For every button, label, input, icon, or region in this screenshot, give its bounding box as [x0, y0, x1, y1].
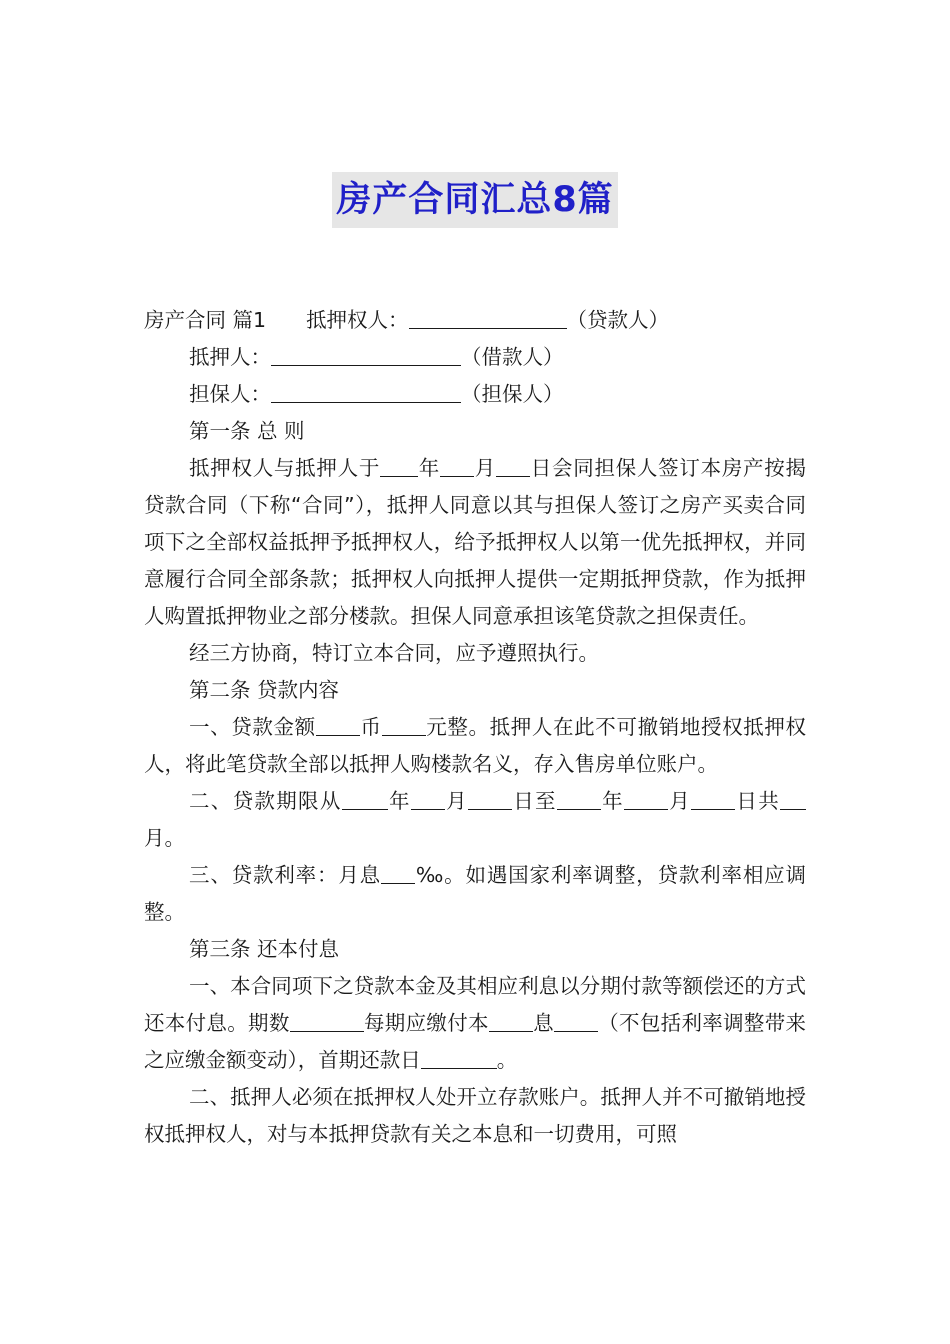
- end-day-blank: [691, 787, 735, 810]
- installments-blank: [290, 1009, 364, 1032]
- text-run: 一、本合同项下之贷款本金及其相应利息以分期付款等额偿还的方式还本付息。期数: [144, 974, 806, 1035]
- section-1-heading: 第一条 总 则: [189, 419, 305, 443]
- text-run: 年: [600, 789, 624, 813]
- mortgagee-line: [144, 302, 806, 339]
- text-run: 元整。抵押人在此不可撤销地授权抵押权人，将此笔贷款全部以抵押人购楼款名义，存入售房单位账户。: [144, 715, 807, 776]
- section-2-paragraph-1: [144, 709, 806, 783]
- contract-body: [144, 302, 806, 1153]
- mortgagee-role: （贷款人）: [566, 308, 670, 332]
- section-3-paragraph-2: 二、抵押人必须在抵押权人处开立存款账户。抵押人并不可撤销地授权抵押权人，对与本抵押贷款有关之本息和一切费用，可照: [144, 1085, 806, 1146]
- end-month-blank: [624, 787, 668, 810]
- document-title-text: 房产合同汇总8篇: [332, 172, 617, 228]
- mortgagee-label: 抵押权人：: [306, 308, 409, 332]
- text-run: 二、贷款期限从: [189, 789, 342, 813]
- mortgagor-role: （借款人）: [461, 345, 564, 369]
- section-3-paragraph-1: [144, 968, 806, 1079]
- mortgagor-label: 抵押人：: [189, 345, 271, 369]
- text-run: 一、贷款金额: [189, 715, 316, 739]
- end-year-blank: [557, 787, 601, 810]
- amount-blank: [316, 713, 360, 736]
- mortgagor-line: [144, 339, 806, 376]
- text-run: 年: [418, 456, 441, 480]
- mortgagee-blank: [409, 306, 567, 329]
- section-1-paragraph-2: 经三方协商，特订立本合同，应予遵照执行。: [189, 641, 599, 665]
- text-run: 日共: [735, 789, 781, 813]
- text-run: 月: [474, 456, 497, 480]
- start-month-blank: [411, 787, 445, 810]
- text-run: 。: [496, 1048, 518, 1072]
- month-blank: [440, 454, 474, 477]
- day-blank: [496, 454, 530, 477]
- text-run: 抵押权人与抵押人于: [189, 456, 381, 480]
- text-run: 每期应缴付本: [363, 1011, 489, 1035]
- guarantor-line: [144, 376, 806, 413]
- text-run: 月。: [144, 826, 185, 850]
- total-months-blank: [780, 787, 806, 810]
- text-run: 月: [667, 789, 692, 813]
- section-3-heading: 第三条 还本付息: [189, 937, 340, 961]
- interest-rate-blank: [381, 861, 415, 884]
- mortgagor-blank: [271, 343, 461, 366]
- section-2-paragraph-3: [144, 857, 806, 931]
- text-run: 月: [444, 789, 468, 813]
- article-label: 房产合同 篇1: [144, 308, 267, 332]
- text-run: 币: [359, 715, 382, 739]
- text-run: 年: [387, 789, 411, 813]
- text-run: （不包括利率调整带来之应缴金额变动），首期还款日: [144, 1011, 807, 1072]
- start-day-blank: [468, 787, 512, 810]
- document-title: [0, 172, 950, 234]
- section-2-paragraph-2: [144, 783, 806, 857]
- year-blank: [380, 454, 418, 477]
- text-run: ‰。如遇国家利率调整，贷款利率相应调整。: [144, 863, 806, 924]
- guarantor-blank: [271, 380, 461, 403]
- text-run: 日会同担保人签订本房产按揭贷款合同（下称“合同”），抵押人同意以其与担保人签订之房产买卖合同项下之全部权益抵押予抵押权人，给予抵押权人以第一优先抵押权，并同意履行合同全部条款；抵押权人向抵押人提供一定期抵押贷款，作为抵押人购置抵押物业之部分楼款。担保人同意承担该笔贷款之担保责任。: [144, 456, 807, 628]
- start-year-blank: [342, 787, 388, 810]
- currency-blank: [382, 713, 426, 736]
- first-payment-date-blank: [421, 1046, 497, 1069]
- section-2-heading: 第二条 贷款内容: [189, 678, 340, 702]
- text-run: 日至: [511, 789, 557, 813]
- text-run: 息: [532, 1011, 554, 1035]
- principal-blank: [489, 1009, 533, 1032]
- guarantor-label: 担保人：: [189, 382, 271, 406]
- guarantor-role: （担保人）: [461, 382, 564, 406]
- interest-blank: [554, 1009, 598, 1032]
- section-1-paragraph-1: [144, 450, 806, 635]
- text-run: 三、贷款利率：月息: [189, 863, 381, 887]
